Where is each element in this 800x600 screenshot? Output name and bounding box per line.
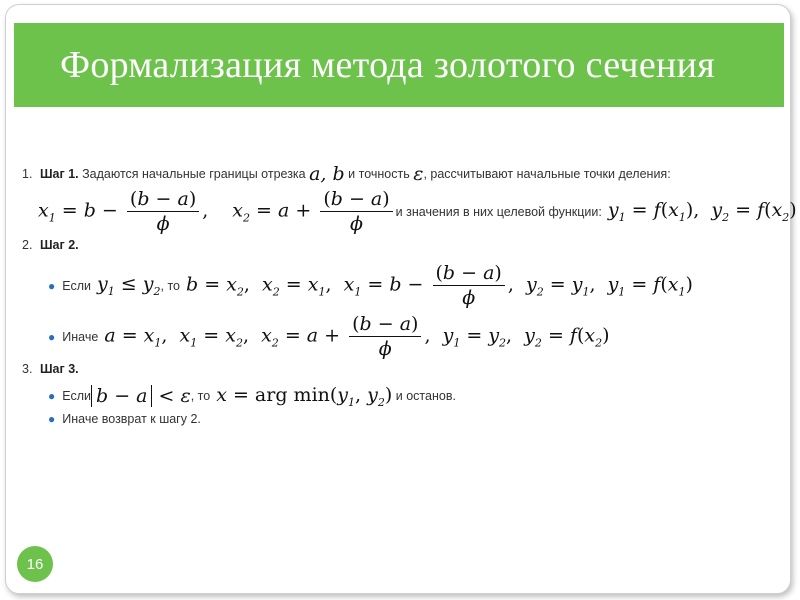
step2-else-text: Иначе xyxy=(62,329,99,344)
step1-number: 1. xyxy=(22,167,33,181)
formula-x2-init: $x_2 = a$ + $\frac{(b - a)}{\phi}$ xyxy=(232,188,395,235)
step2-to-text: , то xyxy=(160,278,180,293)
step3-to-text: , то xyxy=(190,389,211,404)
step3-line xyxy=(22,362,79,376)
step3-number: 3. xyxy=(22,362,33,376)
step1-text-a: Задаются начальные границы отрезка xyxy=(82,167,306,181)
step2-if-line xyxy=(48,262,693,309)
slide-title: Формализация метода золотого сечения xyxy=(60,44,716,86)
step3-else-text: Иначе возврат к шагу 2. xyxy=(62,412,201,426)
formula-y-init: $y_1 = f(x_1)$, $y_2 = f(x_2)$ xyxy=(607,199,797,224)
step1-label: Шаг 1. xyxy=(40,167,79,181)
step3-else-line xyxy=(48,412,201,426)
objective-function-link[interactable]: целевой функции xyxy=(496,204,599,219)
page-number-badge: 16 xyxy=(17,546,53,582)
step1-text-d: и значения в них xyxy=(395,204,494,219)
bullet-icon: ● xyxy=(48,278,56,293)
step2-else-line xyxy=(48,313,610,360)
formula-step2-else: $a = x_1$, $x_1 = x_2$, $x_2 = a$ + $\frac{(b - a)}{\phi}$ , $y_1 = y_2$, $y_2 = f(x_2)$ xyxy=(104,313,610,360)
bullet-icon: ● xyxy=(48,329,56,344)
formula-a-b: a, b xyxy=(309,163,345,185)
step3-if-text: Если xyxy=(62,389,91,404)
bullet-icon: ● xyxy=(48,389,56,404)
formula-stop-condition: b − a < ε xyxy=(91,385,191,407)
formula-epsilon: ε xyxy=(413,163,424,185)
step3-stop-text: и останов. xyxy=(395,389,456,404)
step1-text-c: , рассчитывают начальные точки деления: xyxy=(423,167,671,181)
step1-text-b: и точность xyxy=(348,167,410,181)
step1-colon: : xyxy=(598,204,602,219)
step1-line xyxy=(22,163,671,185)
step2-number: 2. xyxy=(22,238,33,252)
bullet-icon: ● xyxy=(48,412,56,426)
formula-x1-init: $x_1 = b$ − $\frac{(b - a)}{\phi}$ , xyxy=(38,188,209,235)
formula-argmin: x = arg $\min(y_1$, $y_2$) xyxy=(216,384,393,409)
step2-if-text: Если xyxy=(62,278,91,293)
step3-label: Шаг 3. xyxy=(40,362,79,376)
formula-step2-if: $b = x_2$, $x_2 = x_1$, $x_1 = b$ − $\frac{(b - a)}{\phi}$ , $y_2 = y_1$, $y_1 = f(x_1)$ xyxy=(186,262,693,309)
step3-if-line xyxy=(48,384,456,409)
step2-label: Шаг 2. xyxy=(40,238,79,252)
step2-line xyxy=(22,238,79,252)
step1-formula-line xyxy=(38,188,797,235)
formula-condition-y: $y_1 \le y_2$ xyxy=(97,273,161,298)
